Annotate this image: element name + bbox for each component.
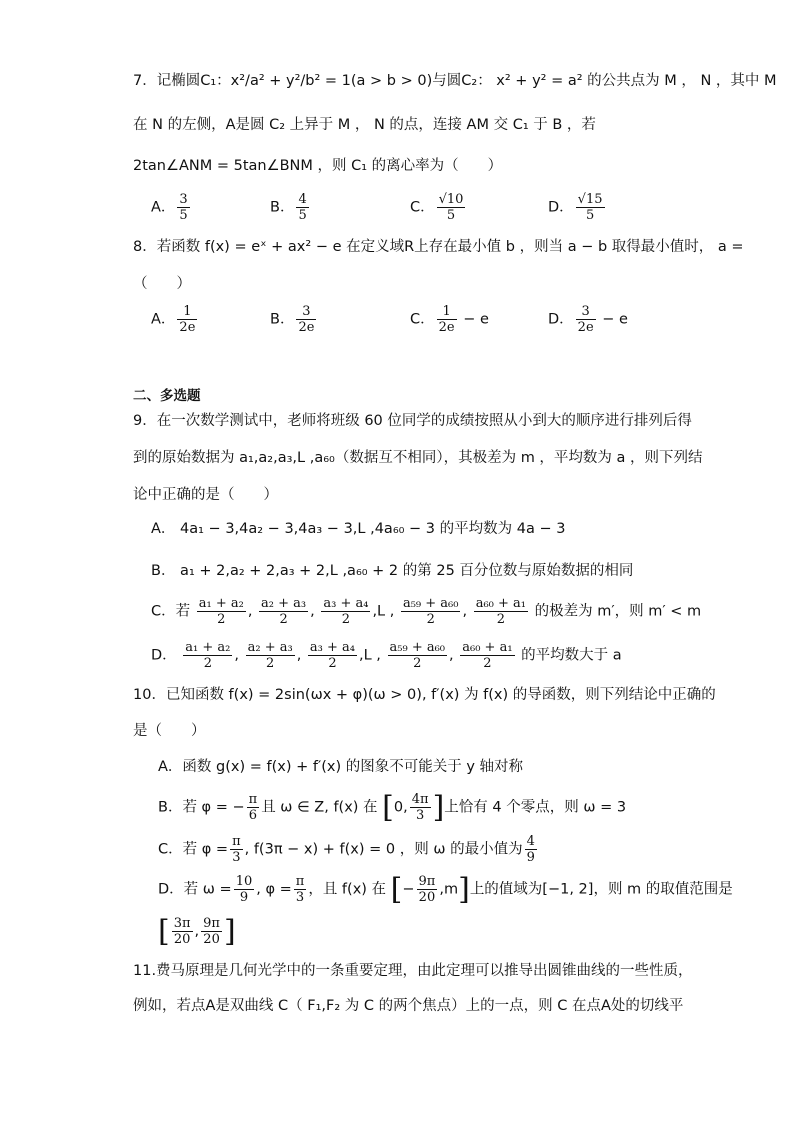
q10-option-c: C．若 φ = $\frac{\pi}{3}$ , f(3π − x) + f(x) = 0 ，则 ω 的最小值为 $\frac{4}{9}$ (158, 834, 535, 865)
q9-line1: 9．在一次数学测试中，老师将班级 60 位同学的成绩按照从小到大的顺序进行排列后得 (133, 413, 692, 429)
q8-line2: （ ） (133, 276, 191, 292)
q7-option-a: A． $\frac{3}{5}$ (151, 192, 188, 223)
q9-option-b: B． a₁ + 2,a₂ + 2,a₃ + 2,L ,a₆₀ + 2 的第 25 百分位数与原始数据的相同 (151, 563, 634, 579)
q7-line3: 2tan∠ANM = 5tan∠BNM ，则 C₁ 的离心率为（ ） (133, 158, 503, 174)
q11-line1: 11.费马原理是几何光学中的一条重要定理，由此定理可以推导出圆锥曲线的一些性质， (133, 963, 693, 979)
q9-option-d: D． $\frac{\text{a₁ + a₂}}{2}$ , $\frac{\text{a₂ + a₃}}{2}$ , $\frac{\text{a₃ + a₄}}{2}$ ,L , $\frac{\text{a₅₉ + a₆₀}}{2}$ , $\frac{\text{a₆₀ + a₁}}{2}$ 的平均数大于 a (151, 640, 622, 671)
q7-option-d: D． $\frac{√15}{5}$ (548, 192, 603, 223)
q7-line2: 在 N 的左侧，A是圆 C₂ 上异于 M ， N 的点，连接 AM 交 C₁ 于 B ，若 (133, 117, 596, 133)
q9-option-a: A． 4a₁ − 3,4a₂ − 3,4a₃ − 3,L ,4a₆₀ − 3 的平均数为 4a − 3 (151, 521, 566, 537)
q11-line2: 例如，若点A是双曲线 C（ F₁,F₂ 为 C 的两个焦点）上的一点，则 C 在点A处的切线平 (133, 998, 684, 1014)
q8-option-b: B． $\frac{3}{2e}$ (270, 304, 315, 335)
q9-option-c: C．若 $\frac{\text{a₁ + a₂}}{2}$ , $\frac{\text{a₂ + a₃}}{2}$ , $\frac{\text{a₃ + a₄}}{2}$ ,L , $\frac{\text{a₅₉ + a₆₀}}{2}$ , $\frac{\text{a₆₀ + a₁}}{2}$ 的极差为 m′，则 m′ < m (151, 596, 702, 627)
q10-line2: 是（ ） (133, 723, 206, 739)
q9-line3: 论中正确的是（ ） (133, 487, 278, 503)
q7-option-b: B． $\frac{4}{5}$ (270, 192, 307, 223)
q8-option-a: A． $\frac{1}{2e}$ (151, 304, 196, 335)
q7-option-c: C． $\frac{√10}{5}$ (410, 192, 464, 223)
q10-option-b: B．若 φ = − $\frac{\pi}{6}$ 且 ω ∈ Z, f(x) 在 [0, $\frac{4\pi}{3}$ ]上恰有 4 个零点，则 ω = 3 (158, 789, 627, 825)
q7-line1: 7．记椭圆C₁：x²/a² + y²/b² = 1(a > b > 0)与圆C₂： x² + y² = a² 的公共点为 M ， N ，其中 M (133, 73, 777, 89)
q10-option-d-range: [ $\frac{3\pi}{20}$ , $\frac{9\pi}{20}$ ] (158, 913, 236, 949)
q8-option-c: C． $\frac{1}{2e}$ − e (410, 304, 489, 335)
q10-option-a: A．函数 g(x) = f(x) + f′(x) 的图象不可能关于 y 轴对称 (158, 759, 524, 775)
q8-option-d: D． $\frac{3}{2e}$ − e (548, 304, 628, 335)
q10-line1: 10．已知函数 f(x) = 2sin(ωx + φ)(ω > 0), f′(x) 为 f(x) 的导函数，则下列结论中正确的 (133, 687, 716, 703)
q9-line2: 到的原始数据为 a₁,a₂,a₃,L ,a₆₀（数据互不相同），其极差为 m ，平均数为 a ，则下列结 (133, 450, 703, 466)
section-heading-multiple-choice: 二、多选题 (133, 388, 201, 404)
q10-option-d: D．若 ω = $\frac{10}{9}$ , φ = $\frac{\pi}{3}$ ，且 f(x) 在 [− $\frac{9\pi}{20}$ ,m]上的值域为[−1, 2]，则 m 的取值范围是 (158, 871, 733, 907)
q8-line1: 8．若函数 f(x) = eˣ + ax² − e 在定义域R上存在最小值 b ，则当 a − b 取得最小值时， a = (133, 239, 744, 255)
